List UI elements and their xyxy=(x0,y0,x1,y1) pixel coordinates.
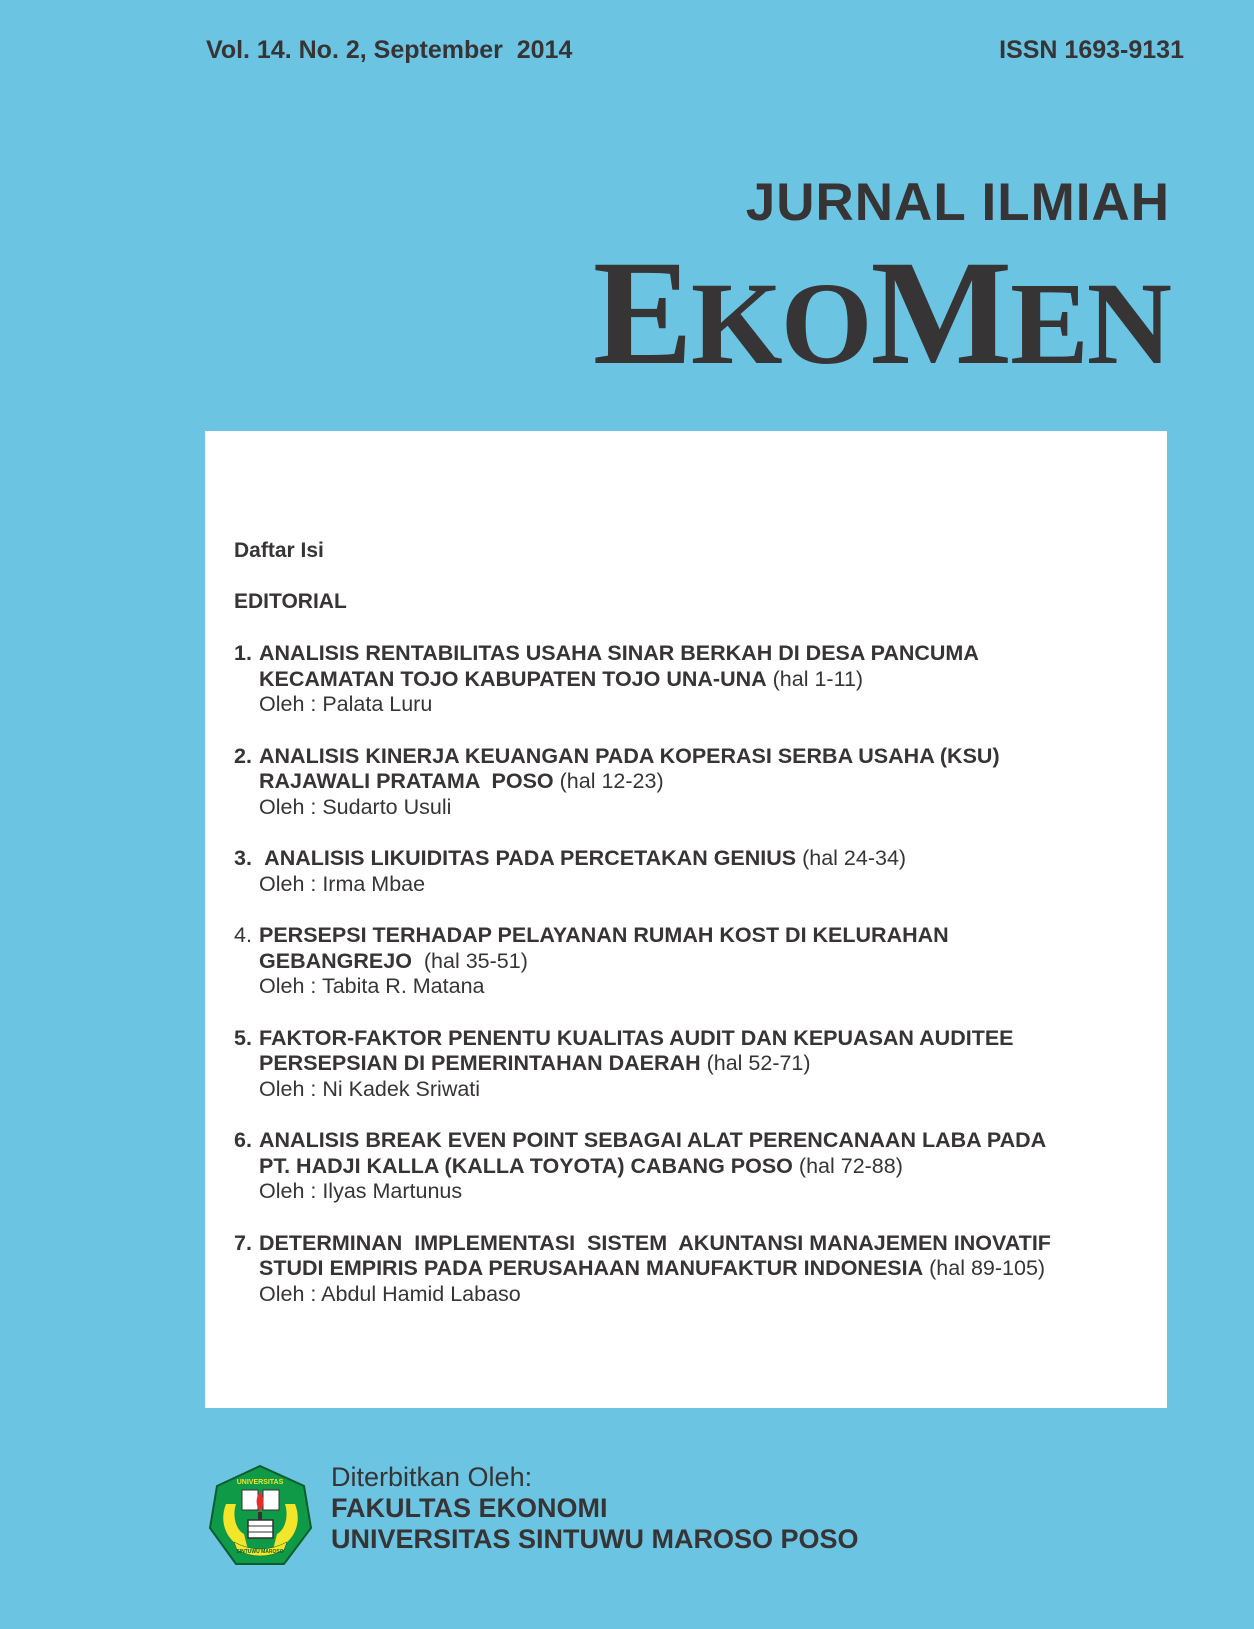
university-name: UNIVERSITAS SINTUWU MAROSO POSO xyxy=(331,1524,859,1554)
toc-section-editorial: EDITORIAL xyxy=(234,590,347,613)
toc-entry-title: PERSEPSIAN DI PEMERINTAHAN DAERAH xyxy=(259,1051,701,1075)
toc-entry-title: ANALISIS RENTABILITAS USAHA SINAR BERKAH DI DESA PANCUMA xyxy=(259,641,979,665)
toc-entry-title: FAKTOR-FAKTOR PENENTU KUALITAS AUDIT DAN KEPUASAN AUDITEE xyxy=(259,1025,1014,1050)
toc-entry-number: 7. xyxy=(234,1230,252,1255)
toc-entry-number: 4. xyxy=(234,923,252,947)
cover-header-issn: ISSN 1693-9131 xyxy=(999,36,1184,64)
table-of-contents-panel xyxy=(205,431,1167,1408)
toc-entry-author: Oleh : Abdul Hamid Labaso xyxy=(259,1281,521,1306)
toc-entry-pages: (hal 12-23) xyxy=(559,769,664,793)
toc-entry-title: PERSEPSI TERHADAP PELAYANAN RUMAH KOST DI KELURAHAN xyxy=(259,923,949,947)
cover-header-volume: Vol. 14. No. 2, September 2014 xyxy=(206,36,573,64)
toc-entry-title: ANALISIS KINERJA KEUANGAN PADA KOPERASI SERBA USAHA (KSU) xyxy=(259,743,1000,768)
toc-entry xyxy=(234,641,1147,718)
toc-entry-list xyxy=(234,641,1147,1307)
toc-entry-pages: (hal 35-51) xyxy=(417,948,528,973)
toc-heading: Daftar Isi xyxy=(234,539,324,562)
toc-entry xyxy=(234,1128,1147,1205)
toc-entry-author: Oleh : Sudarto Usuli xyxy=(259,794,452,819)
title-letters-en: EN xyxy=(1010,258,1170,389)
title-letter-e: E xyxy=(592,230,691,396)
title-letter-m: M xyxy=(870,230,1011,396)
toc-entry-number: 5. xyxy=(234,1025,252,1050)
toc-entry xyxy=(234,1026,1147,1103)
toc-entry-author: Oleh : Ni Kadek Sriwati xyxy=(259,1076,481,1101)
crest-text-bottom: SINTUWU MAROSO xyxy=(236,1549,284,1555)
toc-entry-title: STUDI EMPIRIS PADA PERUSAHAAN MANUFAKTUR INDONESIA xyxy=(259,1256,924,1280)
crest-text-top: UNIVERSITAS xyxy=(236,1479,284,1486)
title-letters-ko: KO xyxy=(690,258,871,389)
toc-entry-author: Oleh : Palata Luru xyxy=(259,692,433,716)
toc-entry-number: 2. xyxy=(234,743,252,768)
toc-entry-pages: (hal 24-34) xyxy=(802,846,907,870)
toc-entry-title: RAJAWALI PRATAMA POSO xyxy=(259,769,554,793)
toc-entry xyxy=(234,744,1147,821)
toc-entry-pages: (hal 1-11) xyxy=(772,666,864,691)
toc-entry-title: ANALISIS LIKUIDITAS PADA PERCETAKAN GENIUS xyxy=(259,846,797,870)
faculty-name: FAKULTAS EKONOMI xyxy=(331,1493,608,1523)
toc-entry-pages: (hal 72-88) xyxy=(798,1153,903,1178)
toc-entry-number: 6. xyxy=(234,1128,252,1152)
toc-entry-title: ANALISIS BREAK EVEN POINT SEBAGAI ALAT PERENCANAAN LABA PADA xyxy=(259,1128,1047,1152)
university-crest-icon xyxy=(208,1464,313,1570)
toc-entry-pages: (hal 89-105) xyxy=(929,1256,1046,1280)
toc-entry-title: DETERMINAN IMPLEMENTASI SISTEM AKUNTANSI MANAJEMEN INOVATIF xyxy=(259,1230,1051,1255)
toc-entry-pages: (hal 52-71) xyxy=(706,1051,811,1075)
journal-title xyxy=(592,230,1170,396)
journal-supertitle: JURNAL ILMIAH xyxy=(745,173,1170,232)
toc-entry-title: KECAMATAN TOJO KABUPATEN TOJO UNA-UNA xyxy=(259,666,767,691)
publisher-block xyxy=(331,1462,859,1555)
toc-entry-number: 1. xyxy=(234,641,252,665)
toc-entry-title: PT. HADJI KALLA (KALLA TOYOTA) CABANG POSO xyxy=(259,1153,793,1178)
toc-entry xyxy=(234,846,1147,897)
toc-entry-author: Oleh : Tabita R. Matana xyxy=(259,974,485,998)
toc-entry xyxy=(234,923,1147,1000)
toc-entry-number: 3. xyxy=(234,846,252,870)
toc-entry-author: Oleh : Irma Mbae xyxy=(259,871,426,896)
toc-entry xyxy=(234,1231,1147,1308)
toc-entry-title: GEBANGREJO xyxy=(259,948,412,973)
toc-entry-author: Oleh : Ilyas Martunus xyxy=(259,1179,463,1203)
published-by-label: Diterbitkan Oleh: xyxy=(331,1462,533,1492)
